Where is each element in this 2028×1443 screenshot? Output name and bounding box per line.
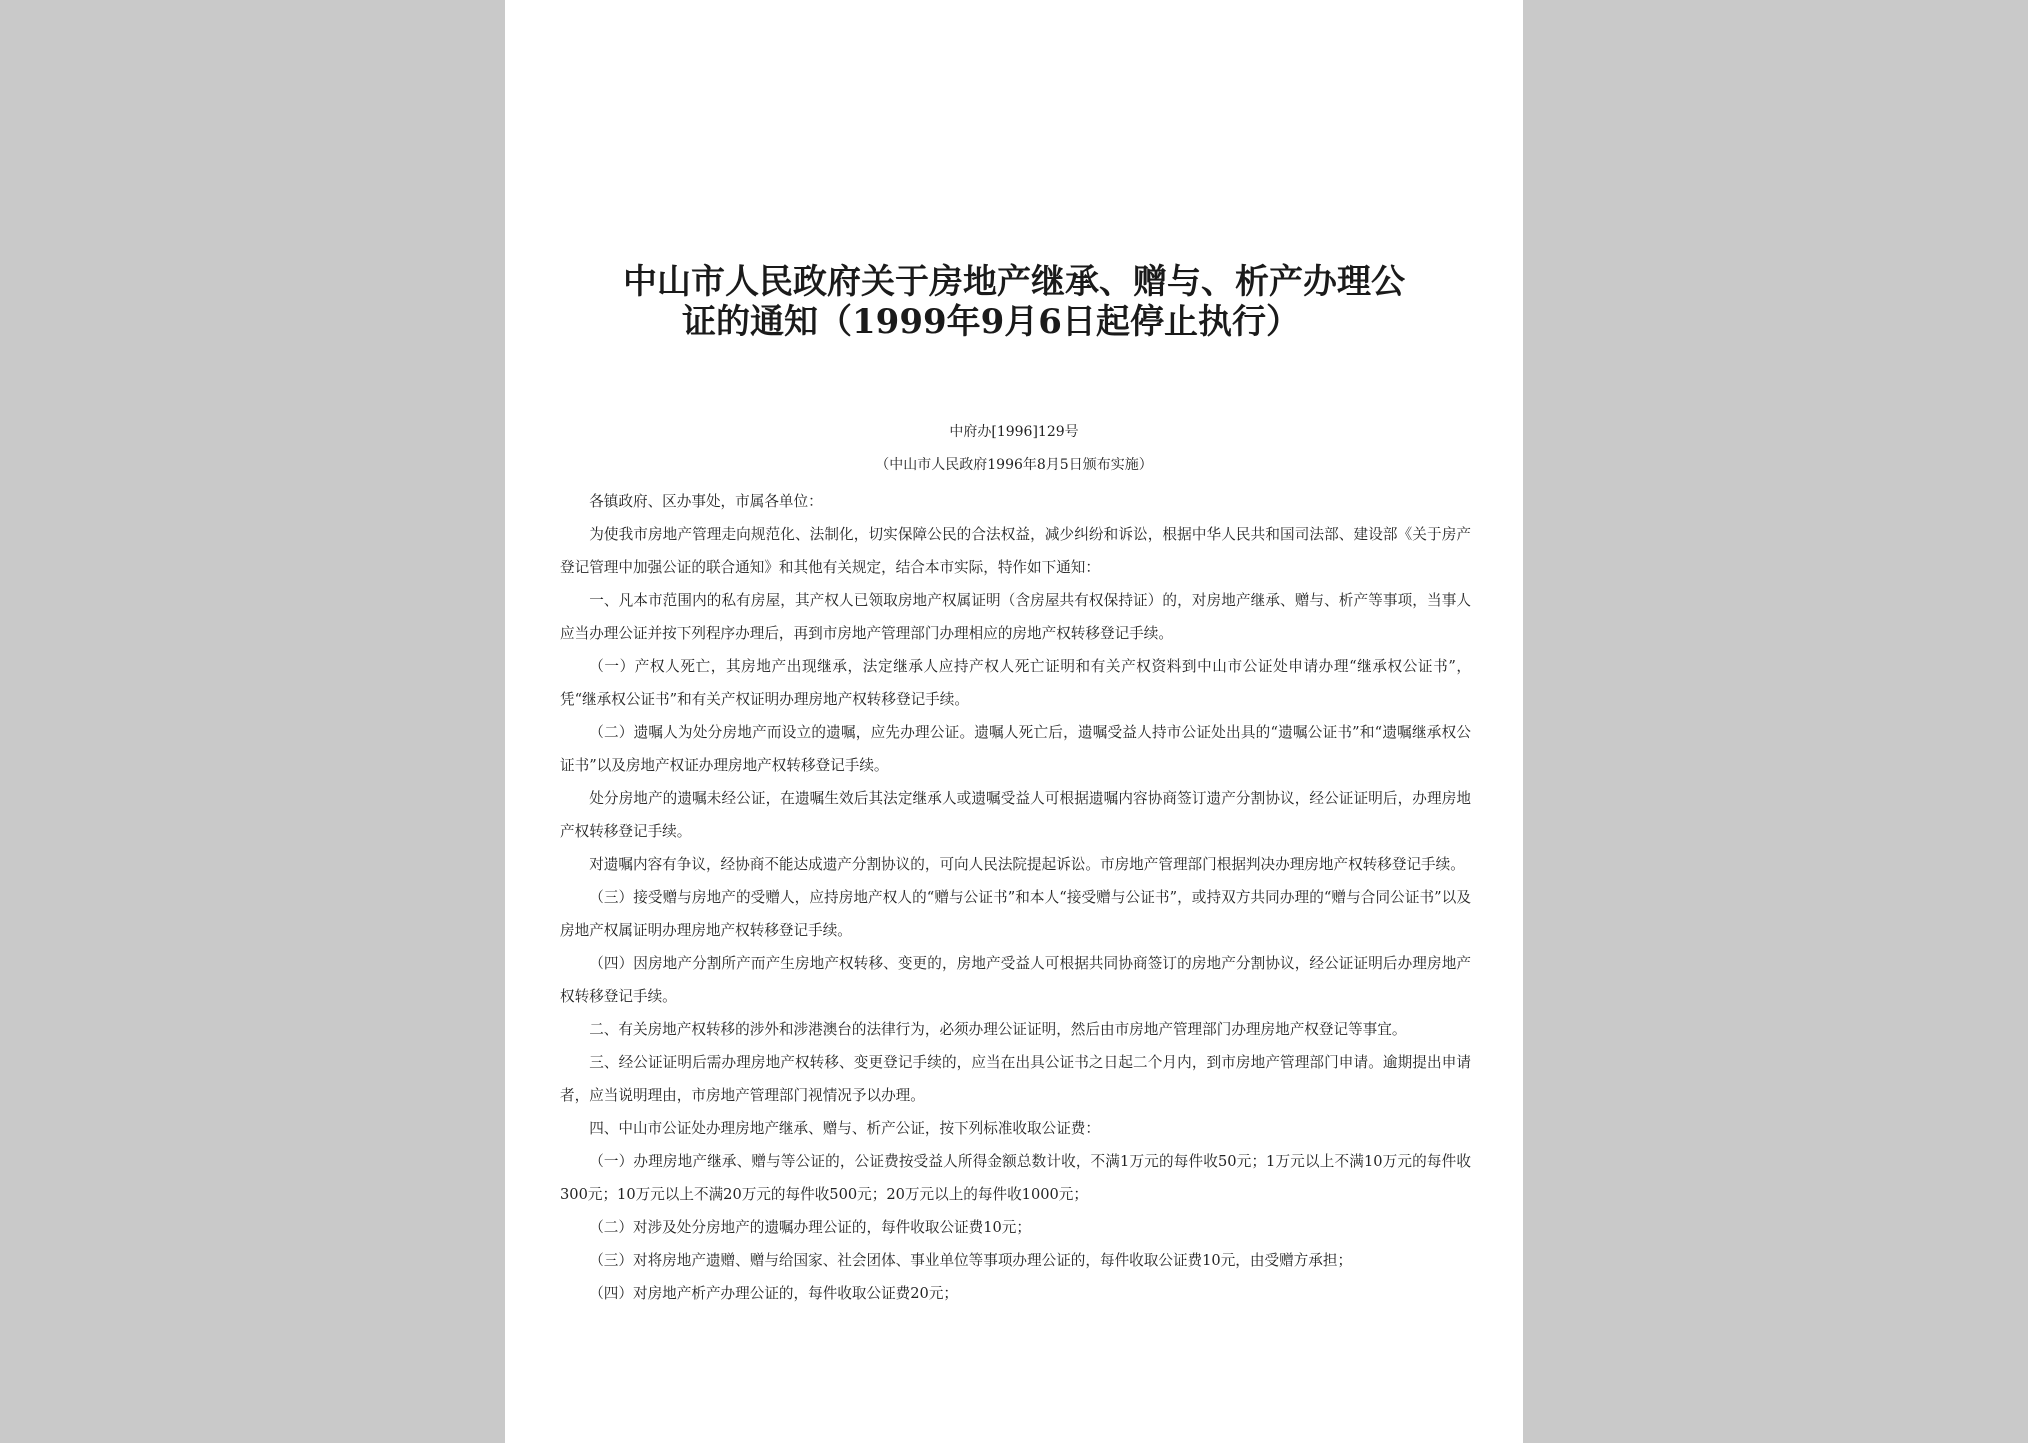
issuing-note: （中山市人民政府1996年8月5日颁布实施） (875, 457, 1153, 473)
document-number: 中府办[1996]129号 (949, 424, 1079, 440)
body-paragraph: 二、有关房地产权转移的涉外和涉港澳台的法律行为，必须办理公证证明，然后由市房地产管理部门办理房地产权登记等事宜。 (589, 1021, 1407, 1038)
body-paragraph: 一、凡本市范围内的私有房屋，其产权人已领取房地产权属证明（含房屋共有权保持证）的，对房地产继承、赠与、析产等事项，当事人应当办理公证并按下列程序办理后，再到市房地产管理部门办理相应的房地产权转移登记手续。 (560, 592, 1471, 642)
body-paragraph: 四、中山市公证处办理房地产继承、赠与、析产公证，按下列标准收取公证费： (589, 1120, 1100, 1137)
salutation-paragraph: 各镇政府、区办事处，市属各单位： (589, 493, 823, 510)
document-body (560, 485, 1471, 1310)
body-paragraph: （一）办理房地产继承、赠与等公证的，公证费按受益人所得金额总数计收，不满1万元的每件收50元；1万元以上不满10万元的每件收300元；10万元以上不满20万元的每件收500元；20万元以上的每件收1000元； (560, 1153, 1471, 1203)
body-paragraph: 三、经公证证明后需办理房地产权转移、变更登记手续的，应当在出具公证书之日起二个月内，到市房地产管理部门申请。逾期提出申请者，应当说明理由，市房地产管理部门视情况予以办理。 (560, 1054, 1471, 1104)
body-paragraph: （四）因房地产分割所产而产生房地产权转移、变更的，房地产受益人可根据共同协商签订的房地产分割协议，经公证证明后办理房地产权转移登记手续。 (560, 955, 1471, 1005)
body-paragraph: 对遗嘱内容有争议，经协商不能达成遗产分割协议的，可向人民法院提起诉讼。市房地产管理部门根据判决办理房地产权转移登记手续。 (589, 856, 1465, 873)
document-page (505, 0, 1523, 1443)
document-title (505, 262, 1523, 342)
title-line-1: 中山市人民政府关于房地产继承、赠与、析产办理公 (623, 262, 1405, 302)
body-paragraph: （三）对将房地产遗赠、赠与给国家、社会团体、事业单位等事项办理公证的，每件收取公证费10元，由受赠方承担； (589, 1252, 1353, 1269)
body-paragraph: （二）对涉及处分房地产的遗嘱办理公证的，每件收取公证费10元； (589, 1219, 1031, 1236)
title-line-2: 证的通知（1999年9月6日起停止执行） (682, 302, 1300, 342)
body-paragraph: （四）对房地产析产办理公证的，每件收取公证费20元； (589, 1285, 959, 1302)
body-paragraph: （一）产权人死亡，其房地产出现继承，法定继承人应持产权人死亡证明和有关产权资料到中山市公证处申请办理“继承权公证书”，凭“继承权公证书”和有关产权证明办理房地产权转移登记手续。 (560, 658, 1471, 708)
body-paragraph: 为使我市房地产管理走向规范化、法制化，切实保障公民的合法权益，减少纠纷和诉讼，根据中华人民共和国司法部、建设部《关于房产登记管理中加强公证的联合通知》和其他有关规定，结合本市实际，特作如下通知： (560, 526, 1471, 576)
body-paragraph: 处分房地产的遗嘱未经公证，在遗嘱生效后其法定继承人或遗嘱受益人可根据遗嘱内容协商签订遗产分割协议，经公证证明后，办理房地产权转移登记手续。 (560, 790, 1471, 840)
body-paragraph: （三）接受赠与房地产的受赠人，应持房地产权人的“赠与公证书”和本人“接受赠与公证书”，或持双方共同办理的“赠与合同公证书”以及房地产权属证明办理房地产权转移登记手续。 (560, 889, 1471, 939)
body-paragraph: （二）遗嘱人为处分房地产而设立的遗嘱，应先办理公证。遗嘱人死亡后，遗嘱受益人持市公证处出具的“遗嘱公证书”和“遗嘱继承权公证书”以及房地产权证办理房地产权转移登记手续。 (560, 724, 1471, 774)
